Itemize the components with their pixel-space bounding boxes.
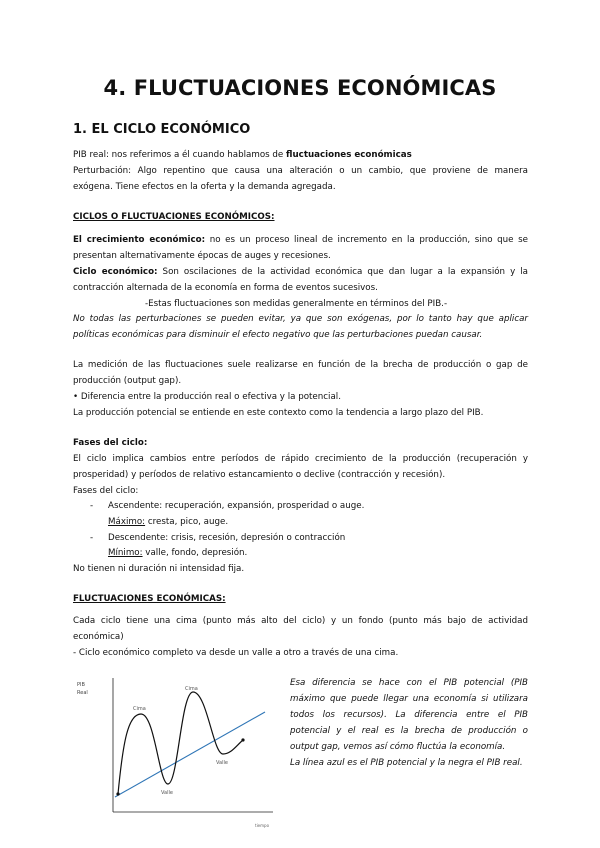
italic-line-2: políticas económicas para disminuir el efecto negativo que las perturbaciones puedan causar. xyxy=(73,330,483,340)
ascendente-line: Ascendente: recuperación, expansión, prosperidad o auge. xyxy=(108,501,365,511)
pib-real-line xyxy=(73,148,528,164)
fases-line-3: Fases del ciclo: xyxy=(73,486,139,496)
no-duracion-line: No tienen ni duración ni intensidad fija. xyxy=(73,564,245,574)
fases-line-1: El ciclo implica cambios entre períodos de rápido crecimiento de la producción (recuperación y xyxy=(73,454,528,464)
caption-line-6: La línea azul es el PIB potencial y la negra el PIB real. xyxy=(290,758,523,768)
fases-heading: Fases del ciclo: xyxy=(73,438,148,448)
maximo-label: Máximo: xyxy=(108,517,146,527)
crecimiento-rest: no es un proceso lineal de incremento en la producción, sino que se xyxy=(205,235,528,245)
fluct-line-1: Cada ciclo tiene una cima (punto más alto del ciclo) y un fondo (punto más bajo de actividad xyxy=(73,616,528,626)
minimo-line xyxy=(108,546,247,562)
y-axis-label: PIB xyxy=(77,682,85,688)
descendente-line: Descendente: crisis, recesión, depresión o contracción xyxy=(108,533,346,543)
page-title: 4. FLUCTUACIONES ECONÓMICAS xyxy=(103,76,497,100)
maximo-line xyxy=(108,515,228,531)
caption-line-4: potencial y el real es la brecha de producción o xyxy=(290,726,528,736)
medicion-line-4: La producción potencial se entiende en este contexto como la tendencia a largo plazo del PIB. xyxy=(73,408,484,418)
business-cycle-diagram xyxy=(73,672,283,832)
ciclo-line-2: contracción alternada de la economía en forma de eventos sucesivos. xyxy=(73,283,378,293)
cima-label-2: Cima xyxy=(185,686,198,692)
potential-gdp-line xyxy=(115,712,265,797)
medicion-line-2: producción (output gap). xyxy=(73,376,182,386)
italic-line-1: No todas las perturbaciones se pueden evitar, ya que son exógenas, por lo tanto hay que aplicar xyxy=(73,314,528,324)
maximo-rest: cresta, pico, auge. xyxy=(145,517,229,527)
caption-line-3: todos los recursos). La diferencia entre el PIB xyxy=(290,710,528,720)
curve-start-point xyxy=(116,792,119,795)
pib-bold: fluctuaciones económicas xyxy=(286,150,412,160)
perturbacion-line-1: Perturbación: Algo repentino que causa una alteración o un cambio, que proviene de manera xyxy=(73,166,528,176)
descendente-dash: - xyxy=(90,533,94,543)
crecimiento-line-2: presentan alternativamente épocas de auges y recesiones. xyxy=(73,251,331,261)
medicion-line-3: • Diferencia entre la producción real o efectiva y la potencial. xyxy=(73,392,341,402)
medicion-line-1: La medición de las fluctuaciones suele realizarse en función de la brecha de producción o gap de xyxy=(73,360,528,370)
section-heading-ciclo: 1. EL CICLO ECONÓMICO xyxy=(73,122,251,137)
y-axis-label-2: Real xyxy=(77,690,88,696)
caption-line-1: Esa diferencia se hace con el PIB potencial (PIB xyxy=(290,678,528,688)
ciclo-bold: Ciclo económico: xyxy=(73,267,158,277)
ascendente-dash: - xyxy=(90,501,94,511)
caption-line-2: máximo que puede llegar una economía si utilizara xyxy=(290,694,528,704)
pib-prefix: PIB real: nos referimos a él cuando hablamos de xyxy=(73,150,287,160)
cima-label-1: Cima xyxy=(133,706,146,712)
ciclos-heading: CICLOS O FLUCTUACIONES ECONÓMICOS: xyxy=(73,212,275,222)
valle-label-2: Valle xyxy=(216,760,228,766)
valle-label-1: Valle xyxy=(161,790,173,796)
crecimiento-line-1 xyxy=(73,233,528,249)
perturbacion-line-2: exógena. Tiene efectos en la oferta y la demanda agregada. xyxy=(73,182,336,192)
minimo-rest: valle, fondo, depresión. xyxy=(142,548,248,558)
crecimiento-bold: El crecimiento económico: xyxy=(73,235,206,245)
caption-line-5: output gap, vemos así cómo fluctúa la economía. xyxy=(290,742,506,752)
x-axis-label: tiempo xyxy=(255,823,270,828)
fluctuaciones-heading: FLUCTUACIONES ECONÓMICAS: xyxy=(73,594,226,604)
fluct-line-3: - Ciclo económico completo va desde un valle a otro a través de una cima. xyxy=(73,648,399,658)
ciclo-line-1 xyxy=(73,265,528,281)
fases-line-2: prosperidad) y períodos de relativo estancamiento o declive (contracción y recesión). xyxy=(73,470,446,480)
ciclo-rest: Son oscilaciones de la actividad económica que dan lugar a la expansión y la xyxy=(157,267,528,277)
minimo-label: Mínimo: xyxy=(108,548,143,558)
curve-end-point xyxy=(241,738,244,741)
medidas-line: -Estas fluctuaciones son medidas generalmente en términos del PIB.- xyxy=(145,299,448,309)
fluct-line-2: económica) xyxy=(73,632,124,642)
